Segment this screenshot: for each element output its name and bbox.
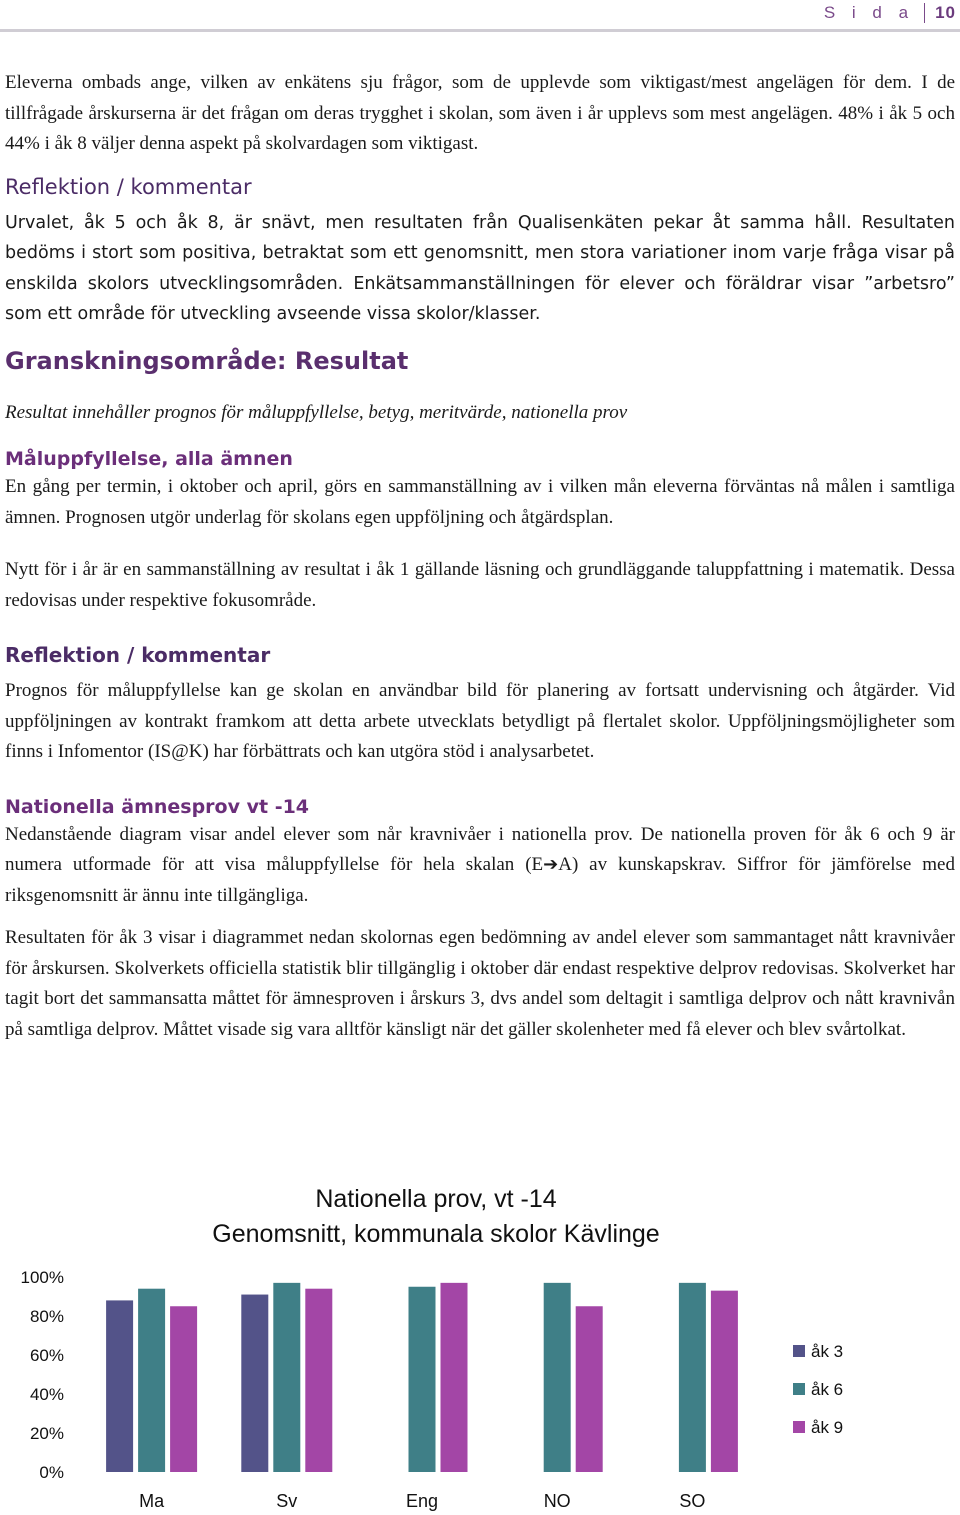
bar-so-2: [679, 1283, 706, 1472]
bar-so-3: [711, 1291, 738, 1472]
nationella-text-start: Nedanstående diagram visar andel elever som når kravnivåer i nationella prov. De nationella proven för åk 6 och 9 är numera utformade för att visa måluppfyllelse för hela skalan (E: [5, 823, 955, 875]
x-tick-label: NO: [543, 1491, 571, 1511]
bar-no-2: [544, 1283, 571, 1472]
x-tick-label: Ma: [139, 1491, 165, 1511]
bar-ma-3: [170, 1306, 197, 1472]
maluppfyllelse-heading: Måluppfyllelse, alla ämnen: [5, 448, 293, 470]
bar-sv-2: [273, 1283, 300, 1472]
x-tick-label: Eng: [405, 1491, 439, 1511]
bar-ma-2: [138, 1289, 165, 1472]
legend-label: åk 6: [811, 1380, 844, 1399]
chart-bars: [106, 1283, 738, 1472]
bar-eng-3: [441, 1283, 468, 1472]
page-label: S i d a: [823, 3, 915, 22]
y-tick-label: 100%: [20, 1268, 64, 1287]
reflection-heading-2: Reflektion / kommentar: [5, 643, 271, 667]
y-tick-label: 20%: [29, 1424, 64, 1443]
legend-label: åk 3: [811, 1342, 844, 1361]
arrow-right-icon: ➔: [543, 854, 559, 875]
chart-title-line1: Nationella prov, vt -14: [315, 1185, 557, 1213]
section-intro: Resultat innehåller prognos för måluppfyllelse, betyg, meritvärde, nationella prov: [5, 401, 628, 423]
y-tick-label: 80%: [29, 1307, 64, 1326]
maluppfyllelse-paragraph: En gång per termin, i oktober och april, görs en sammanställning av i vilken mån eleverna förväntas nå målen i samtliga ämnen. Prognosen utgör underlag för skolans egen uppföljning och åtgärdsplan.: [5, 476, 955, 528]
ak3-paragraph: Resultaten för åk 3 visar i diagrammet nedan skolornas egen bedömning av andel elever som sammantaget nått kravnivåer för årskursen. Skolverkets officiella statistik blir tillgänglig i oktober där endast respektive delprov redovisas. Skolverket har tagit bort det sammansatta måttet för ämnesproven i årskurs 3, dvs andel som deltagit i samtliga delprov och nått kravnivån på samtliga delprov. Måttet visade sig vara alltför känsligt när det gäller skolenheter med få elever och blev svårtolkat.: [5, 927, 955, 1040]
y-tick-label: 0%: [39, 1463, 64, 1482]
bar-no-3: [576, 1306, 603, 1472]
bar-sv-1: [241, 1295, 268, 1472]
page-number: 10: [935, 3, 956, 22]
y-tick-label: 60%: [29, 1346, 64, 1365]
legend-swatch: [793, 1421, 805, 1433]
bar-chart: [0, 1170, 960, 1515]
bar-eng-2: [409, 1287, 436, 1472]
nationella-paragraph: [5, 820, 955, 912]
legend-label: åk 9: [811, 1418, 844, 1437]
reflection-heading-1: Reflektion / kommentar: [5, 174, 252, 199]
intro-paragraph: Eleverna ombads ange, vilken av enkätens sju frågor, som de upplevde som viktigast/mest angelägen för dem. I de tillfrågade årskurserna är det frågan om deras trygghet i skolan, som även i år upplevs som mest angelägen. 48% i åk 5 och 44% i åk 8 väljer denna aspekt på skolvardagen som viktigast.: [5, 72, 955, 154]
section-heading-resultat: Granskningsområde: Resultat: [5, 346, 409, 375]
chart-y-axis: [21, 1268, 64, 1482]
chart-legend: [793, 1342, 843, 1437]
x-tick-label: Sv: [276, 1491, 298, 1511]
nytt-paragraph: Nytt för i år är en sammanställning av resultat i åk 1 gällande läsning och grundläggande taluppfattning i matematik. Dessa redovisas under respektive fokusområde.: [5, 559, 955, 611]
header-separator: [924, 3, 925, 23]
page-header: [824, 0, 956, 26]
document-body: [5, 68, 955, 1045]
header-rule: [0, 29, 960, 32]
reflection-text-1: Urvalet, åk 5 och åk 8, är snävt, men resultaten från Qualisenkäten pekar åt samma håll. Resultaten bedöms i stort som positiva, betraktat som ett genomsnitt, men stora variationer inom varje fråga visar på enskilda skolors utvecklingsområden. Enkätsammanställningen för elever och föräldrar visar ”arbetsro” som ett område för utveckling avseende vissa skolor/klasser.: [5, 212, 955, 324]
nationella-text-end: A) av kunskapskrav. Siffror för jämförelse med riksgenomsnitt är ännu inte tillgängliga.: [5, 854, 955, 906]
y-tick-label: 40%: [29, 1385, 64, 1404]
chart-title-line2: Genomsnitt, kommunala skolor Kävlinge: [212, 1220, 660, 1248]
chart-x-axis: [139, 1491, 705, 1511]
bar-sv-3: [305, 1289, 332, 1472]
reflection-text-2: Prognos för måluppfyllelse kan ge skolan en användbar bild för planering av fortsatt undervisning och åtgärder. Vid uppföljningen av kontrakt framkom att detta arbete utvecklats betydligt på flertalet skolor. Uppföljningsmöjligheter som finns i Infomentor (IS@K) har förbättrats och kan utgöra stöd i analysarbetet.: [5, 680, 955, 762]
x-tick-label: SO: [679, 1491, 706, 1511]
bar-ma-1: [106, 1300, 133, 1472]
legend-swatch: [793, 1383, 805, 1395]
legend-swatch: [793, 1345, 805, 1357]
nationella-heading: Nationella ämnesprov vt -14: [5, 795, 310, 818]
